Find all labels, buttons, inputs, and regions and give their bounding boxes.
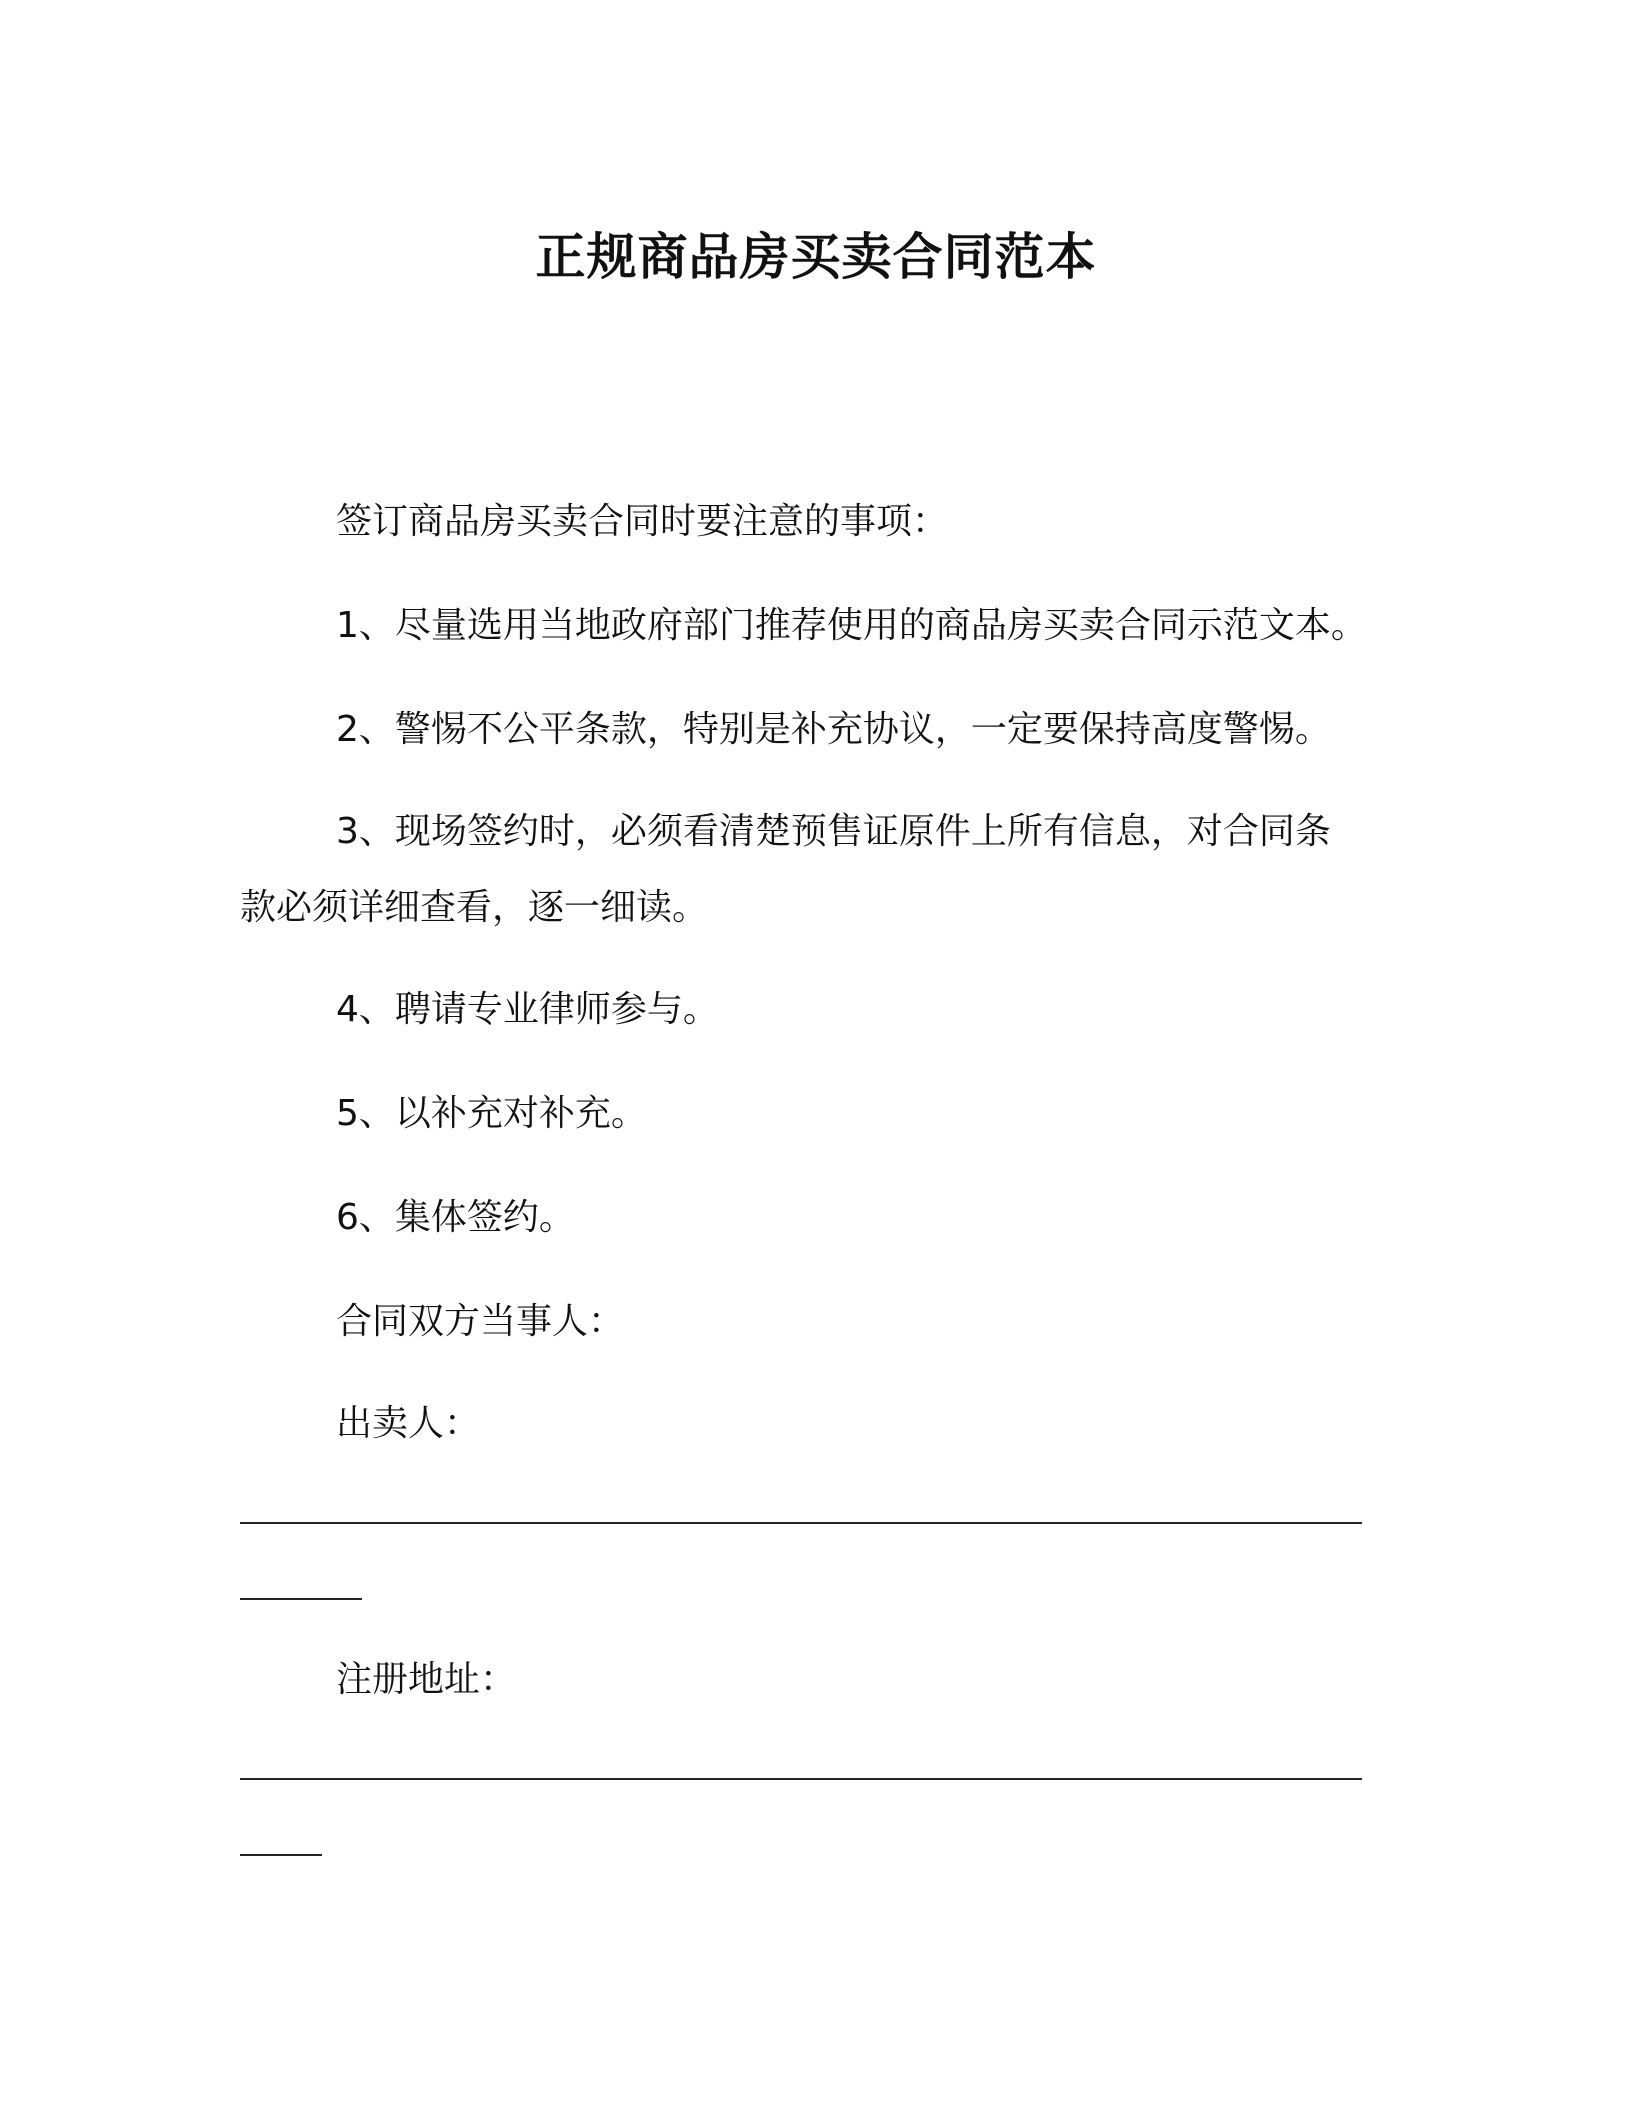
- seller-fill-line: [240, 1522, 1362, 1524]
- seller-fill-line-continued: [240, 1598, 362, 1600]
- document-title: 正规商品房买卖合同范本: [535, 228, 1097, 286]
- notice-item-3-continued: 款必须详细查看，逐一细读。: [240, 887, 709, 928]
- registered-address-label: 注册地址：: [336, 1659, 517, 1700]
- notice-item-5: 5、以补充对补充。: [336, 1093, 647, 1134]
- address-fill-line-continued: [240, 1854, 322, 1856]
- seller-label: 出卖人：: [336, 1403, 481, 1444]
- notice-item-6: 6、集体签约。: [336, 1197, 575, 1238]
- notice-item-3: 3、现场签约时，必须看清楚预售证原件上所有信息，对合同条: [336, 811, 1331, 852]
- address-fill-line: [240, 1778, 1362, 1780]
- parties-heading: 合同双方当事人：: [336, 1301, 625, 1342]
- notice-item-2: 2、警惕不公平条款，特别是补充协议，一定要保持高度警惕。: [336, 709, 1331, 750]
- notice-item-4: 4、聘请专业律师参与。: [336, 989, 719, 1030]
- notice-heading: 签订商品房买卖合同时要注意的事项：: [336, 501, 949, 542]
- notice-item-1: 1、尽量选用当地政府部门推荐使用的商品房买卖合同示范文本。: [336, 605, 1367, 646]
